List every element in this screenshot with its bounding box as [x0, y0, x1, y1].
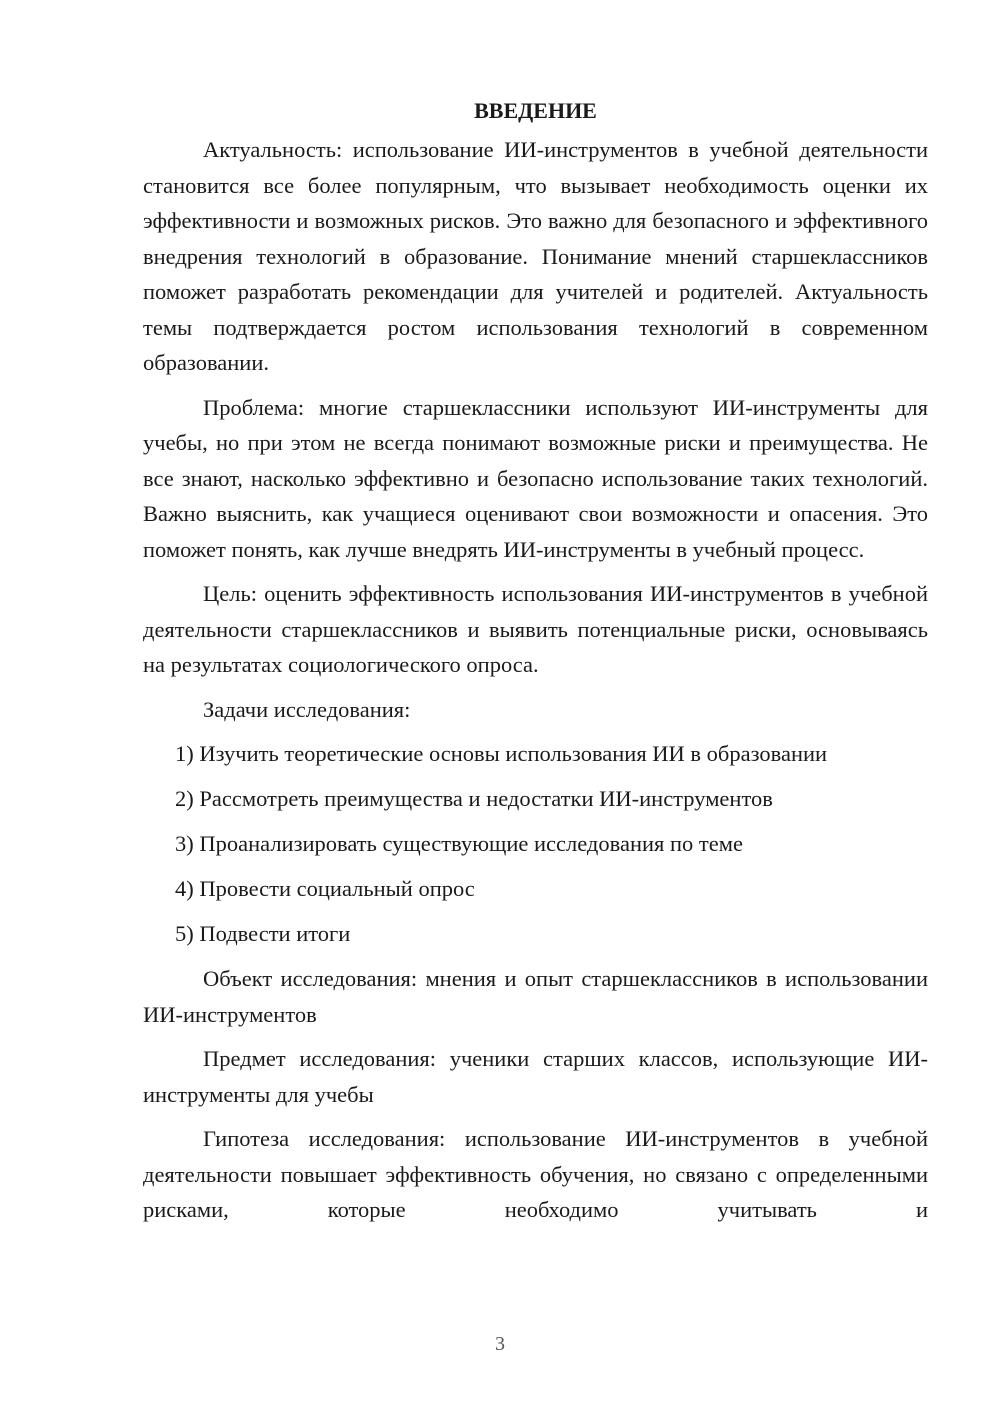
task-item: 5) Подвести итоги — [175, 921, 351, 946]
tasks-list — [143, 736, 928, 952]
task-item: 1) Изучить теоретические основы использования ИИ в образовании — [175, 741, 828, 766]
goal-paragraph: Цель: оценить эффективность использования ИИ-инструментов в учебной деятельности старшеклассников и выявить потенциальные риски, основываясь на результатах социологического опроса. — [143, 581, 928, 677]
problem-paragraph: Проблема: многие старшеклассники используют ИИ-инструменты для учебы, но при этом не всегда понимают возможные риски и преимущества. Не все знают, насколько эффективно и безопасно использование таких технологий. Важно выяснить, как учащиеся оценивают свои возможности и опасения. Это поможет понять, как лучше внедрять ИИ-инструменты в учебный процесс. — [143, 394, 928, 562]
page-number: 3 — [495, 1333, 505, 1355]
task-item: 3) Проанализировать существующие исследования по теме — [175, 831, 743, 856]
subject-paragraph: Предмет исследования: ученики старших классов, использующие ИИ-инструменты для учебы — [143, 1046, 928, 1107]
task-item: 2) Рассмотреть преимущества и недостатки ИИ-инструментов — [175, 786, 773, 811]
task-item: 4) Провести социальный опрос — [175, 876, 475, 901]
relevance-paragraph: Актуальность: использование ИИ-инструментов в учебной деятельности становится все более популярным, что вызывает необходимость оценки их эффективности и возможных рисков. Это важно для безопасного и эффективного внедрения технологий в образование. Понимание мнений старшеклассников поможет разработать рекомендации для учителей и родителей. Актуальность темы подтверждается ростом использования технологий в современном образовании. — [143, 137, 928, 375]
document-page — [143, 96, 928, 1237]
tasks-heading: Задачи исследования: — [203, 696, 411, 722]
hypothesis-paragraph: Гипотеза исследования: использование ИИ-инструментов в учебной деятельности повышает эффективность обучения, но связано с определенными рисками, которые необходимо учитывать и — [143, 1126, 928, 1222]
object-paragraph: Объект исследования: мнения и опыт старшеклассников в использовании ИИ-инструментов — [143, 966, 928, 1027]
section-title: ВВЕДЕНИЕ — [474, 98, 597, 123]
